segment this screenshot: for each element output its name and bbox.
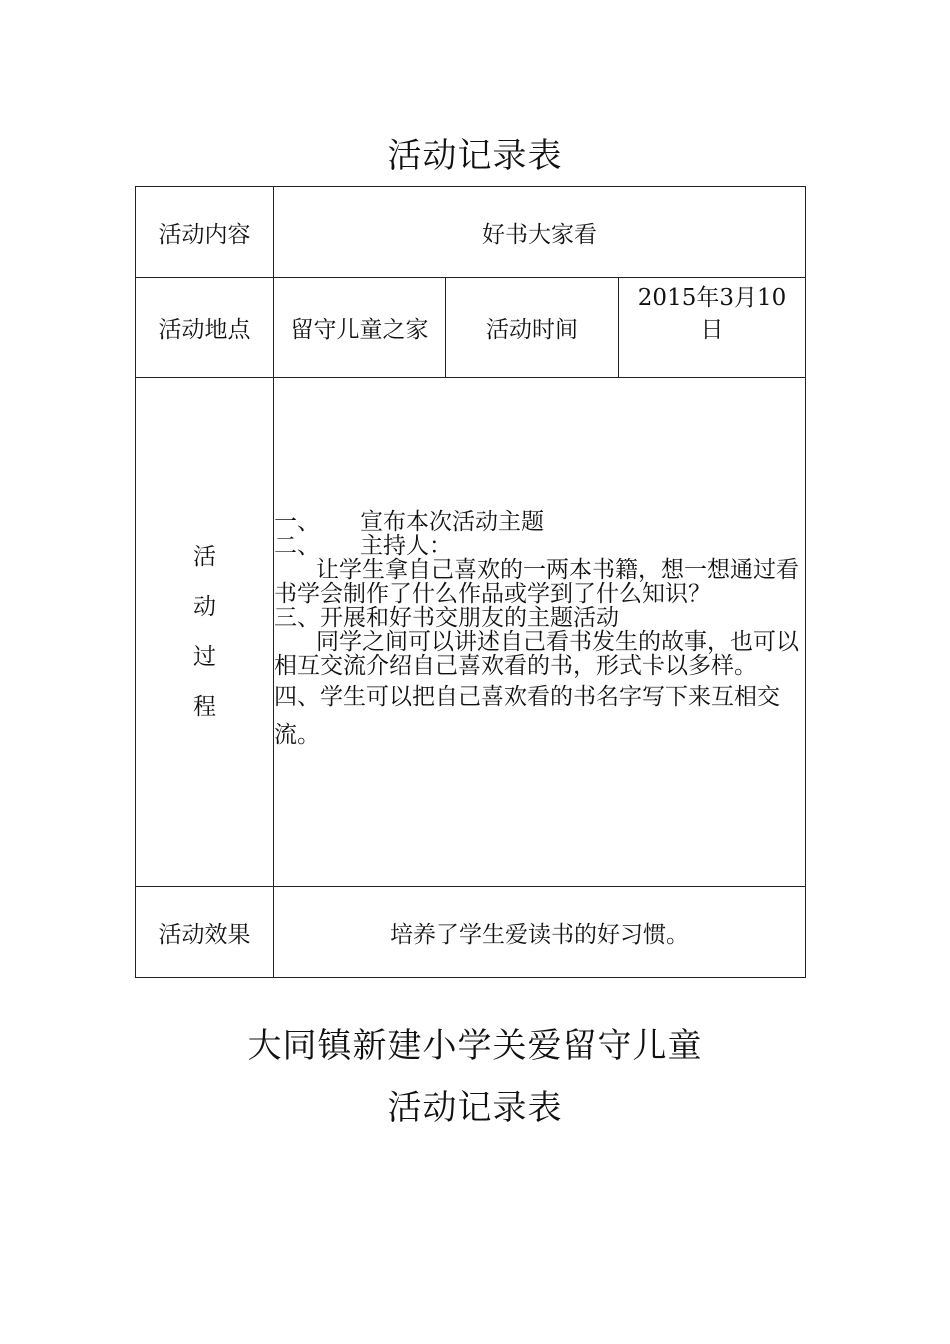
time-value-line2: 日 xyxy=(700,317,724,343)
effect-value: 培养了学生爱读书的好习惯。 xyxy=(274,887,806,978)
time-value-line1: 2015年3月10 xyxy=(637,285,787,311)
process-item-4: 四、学生可以把自己喜欢看的书名字写下来互相交流。 xyxy=(274,684,780,748)
process-item-1-text: 宣布本次活动主题 xyxy=(360,509,544,535)
location-time-row xyxy=(136,278,806,378)
process-label xyxy=(136,378,274,887)
location-value: 留守儿童之家 xyxy=(274,278,446,378)
content-row xyxy=(136,187,806,278)
footer-title-line1: 大同镇新建小学关爱留守儿童 xyxy=(247,1026,703,1066)
process-row xyxy=(136,378,806,887)
footer-title-line2: 活动记录表 xyxy=(387,1088,563,1128)
process-label-char: 动 xyxy=(193,594,216,620)
effect-row xyxy=(136,887,806,978)
process-item-2-text: 主持人： xyxy=(360,533,452,559)
process-item-2 xyxy=(274,534,805,558)
process-item-3: 三、开展和好书交朋友的主题活动 xyxy=(274,605,619,631)
content-value: 好书大家看 xyxy=(274,187,806,278)
page-title: 活动记录表 xyxy=(387,136,563,176)
process-item-1-num: 一、 xyxy=(274,509,320,535)
process-item-2-num: 二、 xyxy=(274,533,320,559)
process-item-1 xyxy=(274,510,805,534)
process-item-3-body: 同学之间可以讲述自己看书发生的故事，也可以相互交流介绍自己喜欢看的书，形式卡以多样。 xyxy=(274,629,799,679)
process-label-char: 过 xyxy=(193,644,216,670)
activity-record-table xyxy=(135,186,806,978)
content-label: 活动内容 xyxy=(136,187,274,278)
time-label: 活动时间 xyxy=(446,278,619,378)
effect-label: 活动效果 xyxy=(136,887,274,978)
process-content xyxy=(274,378,806,887)
process-label-char: 活 xyxy=(193,544,216,570)
process-item-2-body: 让学生拿自己喜欢的一两本书籍，想一想通过看书学会制作了什么作品或学到了什么知识？ xyxy=(274,557,799,607)
time-value xyxy=(619,278,806,378)
location-label: 活动地点 xyxy=(136,278,274,378)
process-label-char: 程 xyxy=(193,694,216,720)
